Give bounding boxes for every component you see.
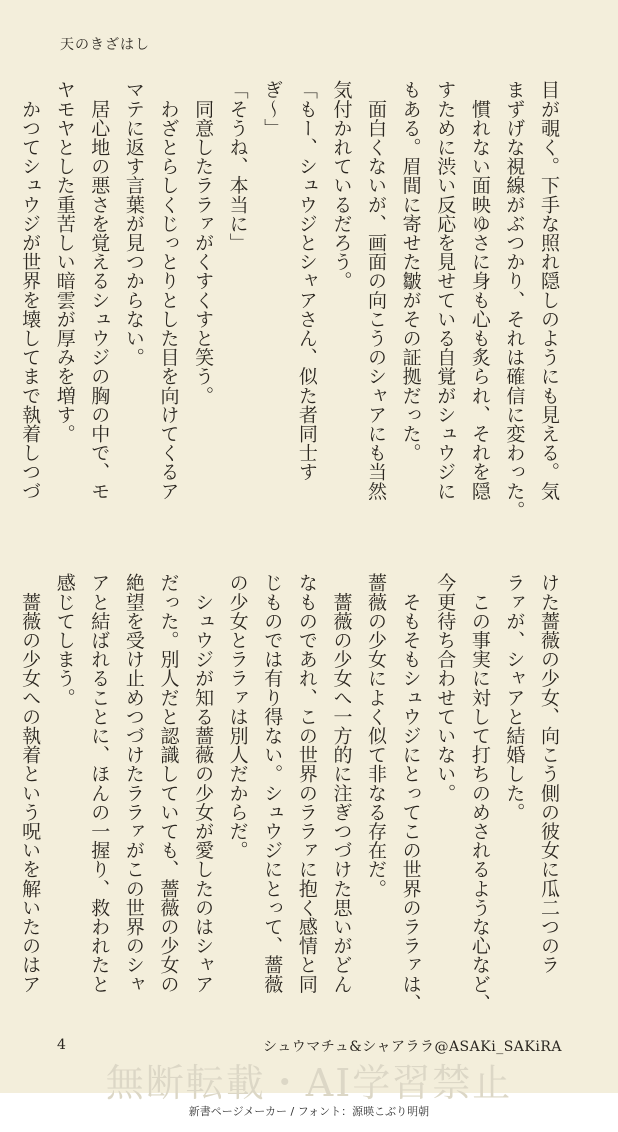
text-line: ラァが、シャアと結婚した。 <box>503 573 526 822</box>
page-number: 4 <box>57 1037 66 1053</box>
text-line: そもそもシュウジにとってこの世界のララァは、 <box>399 573 422 1013</box>
text-line: 薔薇の少女へ一方的に注ぎつづけた思いがどん <box>330 573 353 994</box>
text-line: まずげな視線がぶつかり、それは確信に変わった。 <box>503 80 526 520</box>
text-line: なものであれ、この世界のララァに抱く感情と同 <box>295 573 318 994</box>
text-line: アと結ばれることに、ほんの一握り、救われたと <box>88 573 111 994</box>
text-line: 薔薇の少女によく似て非なる存在だ。 <box>365 573 388 898</box>
book-title: 天のきざはし <box>60 37 150 53</box>
text-line: この事実に対して打ちのめされるような心など、 <box>468 573 491 1013</box>
text-line: ぎ〜」 <box>261 80 284 138</box>
text-block-top <box>19 80 566 525</box>
text-line: マテに返す言葉が見つからない。 <box>122 80 145 367</box>
generator-credit: 新書ページメーカー / フォント：源暎こぶり明朝 <box>188 1105 430 1118</box>
text-line: の少女とララァは別人だからだ。 <box>226 573 249 860</box>
text-line: かつてシュウジが世界を壊してまで執着しつづ <box>19 80 42 501</box>
text-line: 同意したララァがくすくすと笑う。 <box>192 80 215 405</box>
text-block-bottom <box>19 573 566 1018</box>
text-line: 目が覗く。下手な照れ隠しのようにも見える。気 <box>538 80 560 501</box>
text-line: 「そうね、本当に」 <box>226 80 249 252</box>
text-line: シュウジが知る薔薇の少女が愛したのはシャア <box>192 573 215 994</box>
text-line: 居心地の悪さを覚えるシュウジの胸の中で、モ <box>88 80 111 501</box>
text-line: ヤモヤとした重苦しい暗雲が厚みを増す。 <box>53 80 76 443</box>
text-line: 今更待ち合わせていない。 <box>434 573 457 803</box>
text-line: 感じてしまう。 <box>53 573 76 707</box>
text-line: けた薔薇の少女、向こう側の彼女に瓜二つのラ <box>538 573 560 975</box>
text-line: 慣れない面映ゆさに身も心も炙られ、それを隠 <box>468 80 491 501</box>
text-line: 面白くないが、画面の向こうのシャアにも当然 <box>365 80 388 501</box>
text-line: 薔薇の少女への執着という呪いを解いたのはア <box>19 573 42 994</box>
author-credit: シュウマチュ&シャアララ@ASAKi_SAKiRA <box>262 1039 562 1055</box>
text-line: わざとらしくじっとりとした目を向けてくるア <box>157 80 180 501</box>
text-line: 「もー、シュウジとシャアさん、似た者同士す <box>295 80 318 482</box>
text-line: 絶望を受け止めつづけたララァがこの世界のシャ <box>122 573 145 994</box>
text-line: じものでは有り得ない。シュウジにとって、薔薇 <box>261 573 284 994</box>
text-line: すために渋い反応を見せている自覚がシュウジに <box>434 80 457 501</box>
text-line: もある。眉間に寄せた皺がその証拠だった。 <box>399 80 422 462</box>
text-line: 気付かれているだろう。 <box>330 80 353 291</box>
text-line: だった。別人だと認識していても、薔薇の少女の <box>157 573 180 994</box>
watermark-notice: 無断転載・AI学習禁止 <box>105 1061 513 1105</box>
